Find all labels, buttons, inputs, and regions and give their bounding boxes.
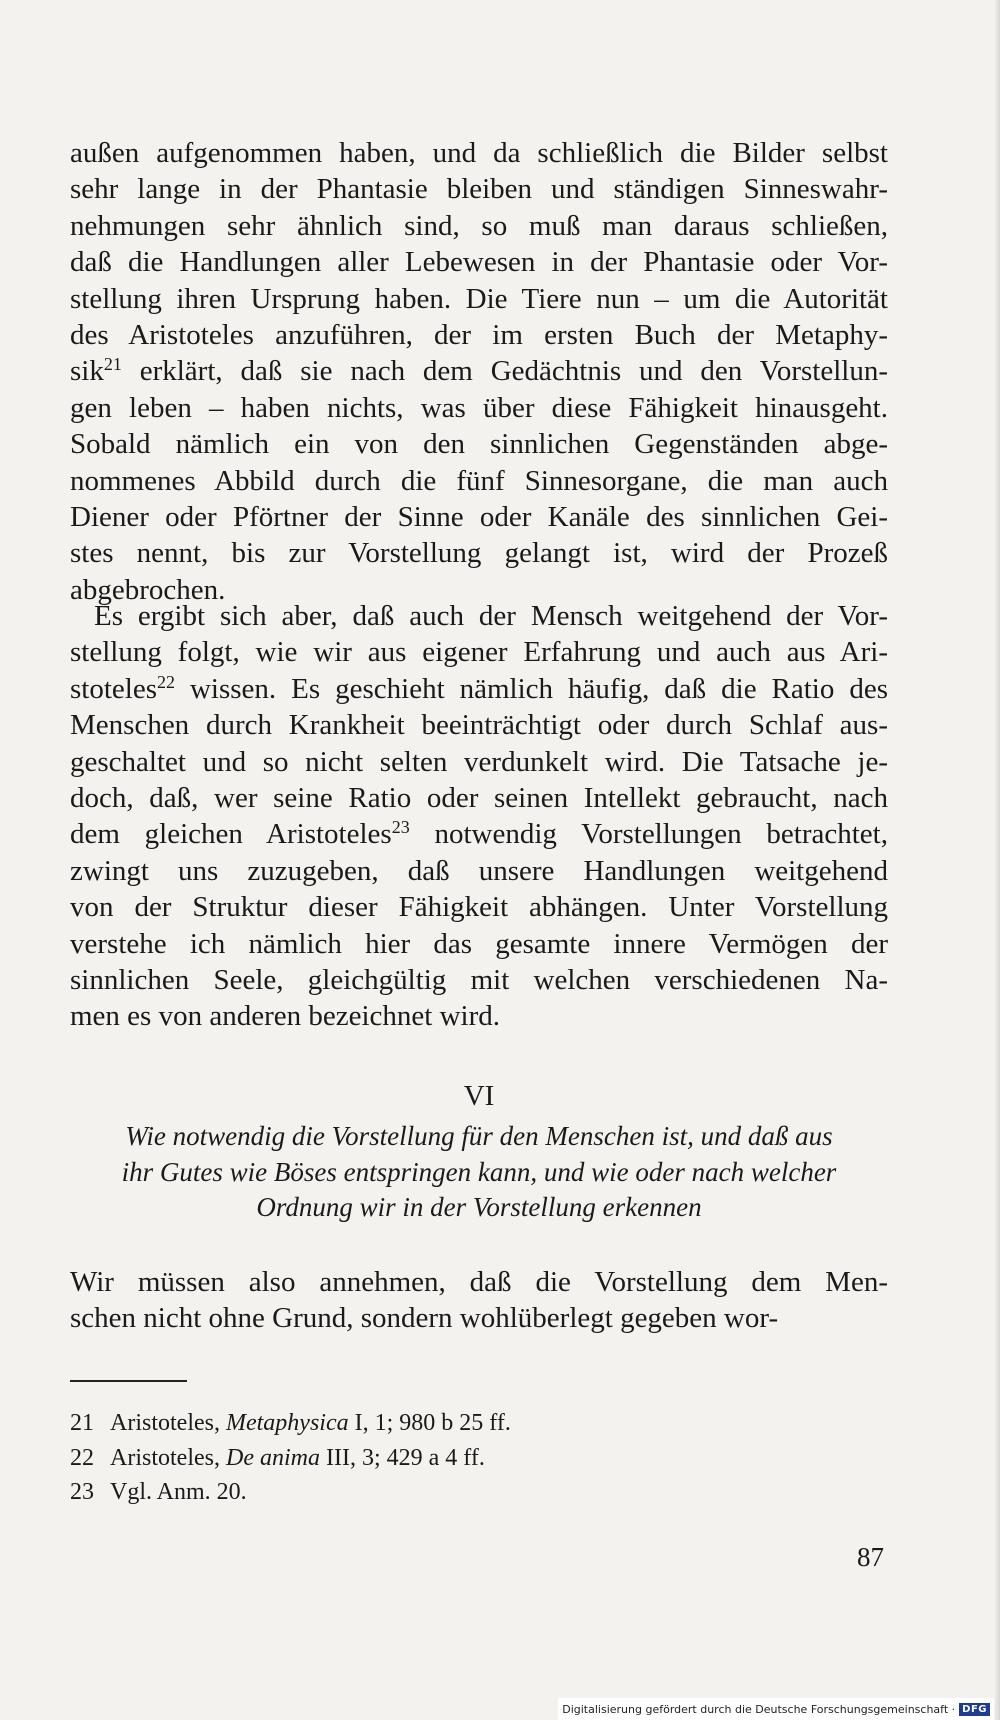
text-line: nehmungen sehr ähnlich sind, so muß man daraus schließen, [70, 209, 888, 242]
footnote-citation: III, 3; 429 a 4 ff. [319, 1444, 485, 1471]
text-line: sehr lange in der Phantasie bleiben und ständigen Sinneswahr- [70, 173, 888, 206]
footnote-number: 21 [70, 1410, 94, 1436]
text-line: Wir müssen also annehmen, daß die Vorstellung dem Men- [70, 1266, 888, 1298]
text-line: Diener oder Pförtner der Sinne oder Kanäle des sinnlichen Gei- [70, 500, 888, 533]
dfg-logo: DFG [959, 1703, 990, 1716]
footnote-22 [70, 1441, 770, 1476]
text-line: daß die Handlungen aller Lebewesen in der Phantasie oder Vor- [70, 246, 888, 279]
paragraph-1 [70, 135, 888, 608]
line-text: notwendig Vorstellungen betrachtet, [409, 818, 888, 851]
footnote-text: Aristoteles, [110, 1410, 226, 1436]
text-line [70, 353, 888, 389]
footnote-work-title: De anima [225, 1444, 320, 1471]
text-line: schen nicht ohne Grund, sondern wohlüberlegt gegeben wor- [70, 1302, 779, 1335]
text-line: außen aufgenommen haben, und da schließlich die Bilder selbst [70, 137, 888, 169]
footnote-21 [70, 1406, 770, 1441]
line-text: dem gleichen Aristoteles [70, 818, 392, 851]
text-line: stellung ihren Ursprung haben. Die Tiere nun – um die Autorität [70, 282, 888, 315]
chapter-number: VI [463, 1080, 495, 1112]
footnote-work-title: Metaphysica [225, 1410, 349, 1436]
footnote-reference: 21 [103, 354, 122, 375]
text-line: men es von anderen bezeichnet wird. [70, 1000, 500, 1033]
footnote-text: Aristoteles, [110, 1444, 226, 1471]
text-line: doch, daß, wer seine Ratio oder seinen Intellekt gebraucht, nach [70, 781, 888, 814]
footnote-text: Vgl. Anm. 20. [110, 1479, 247, 1505]
chapter-title-line: Ordnung wir in der Vorstellung erkennen [256, 1192, 702, 1222]
credit-text: Digitalisierung gefördert durch die Deutsche Forschungsgemeinschaft · [562, 1702, 956, 1716]
text-line: Sobald nämlich ein von den sinnlichen Gegenständen abge- [70, 428, 888, 461]
text-line: gen leben – haben nichts, was über diese Fähigkeit hinausgeht. [70, 391, 888, 424]
text-line: des Aristoteles anzuführen, der im ersten Buch der Metaphy- [70, 318, 888, 351]
footnote-citation: I, 1; 980 b 25 ff. [348, 1410, 511, 1436]
page-number: 87 [857, 1542, 884, 1572]
text-line: Menschen durch Krankheit beeinträchtigt oder durch Schlaf aus- [70, 709, 888, 742]
paragraph-2 [70, 598, 888, 1035]
footnote-number: 23 [70, 1479, 94, 1505]
text-line: nommenes Abbild durch die fünf Sinnesorgane, die man auch [70, 464, 888, 497]
digitization-credit [558, 1698, 994, 1720]
footnotes [70, 1406, 770, 1510]
line-text: erklärt, daß sie nach dem Gedächtnis und den Vorstellun- [121, 355, 888, 388]
line-text: sik [70, 355, 104, 388]
chapter-title-line: Wie notwendig die Vorstellung für den Menschen ist, und daß aus [125, 1121, 833, 1151]
text-line: geschaltet und so nicht selten verdunkelt wird. Die Tatsache je- [70, 745, 888, 778]
footnote-reference: 22 [157, 671, 175, 692]
text-line: sinnlichen Seele, gleichgültig mit welchen verschiedenen Na- [70, 963, 888, 996]
footnote-reference: 23 [391, 817, 410, 838]
text-line: zwingt uns zuzugeben, daß unsere Handlungen weitgehend [70, 854, 888, 887]
text-line [70, 816, 888, 852]
chapter-title-line: ihr Gutes wie Böses entspringen kann, und wie oder nach welcher [121, 1156, 837, 1187]
text-line: stes nennt, bis zur Vorstellung gelangt ist, wird der Prozeß [70, 537, 888, 570]
text-line: verstehe ich nämlich hier das gesamte innere Vermögen der [70, 927, 888, 960]
footnote-number: 22 [70, 1444, 94, 1471]
text-line: von der Struktur dieser Fähigkeit abhängen. Unter Vorstellung [70, 891, 888, 924]
footnote-separator [70, 1380, 187, 1382]
page-edge-shadow [994, 0, 1000, 1720]
paragraph-3 [70, 1264, 888, 1337]
line-text: stoteles [70, 672, 157, 705]
text-line: stellung folgt, wie wir aus eigener Erfahrung und auch aus Ari- [70, 636, 888, 669]
chapter-title [70, 1119, 888, 1226]
line-text: wissen. Es geschieht nämlich häufig, daß die Ratio des [175, 672, 888, 705]
footnote-23 [70, 1475, 770, 1510]
text-line: Es ergibt sich aber, daß auch der Mensch weitgehend der Vor- [94, 600, 888, 632]
text-line [70, 671, 888, 707]
text-line: abgebrochen. [70, 573, 226, 606]
